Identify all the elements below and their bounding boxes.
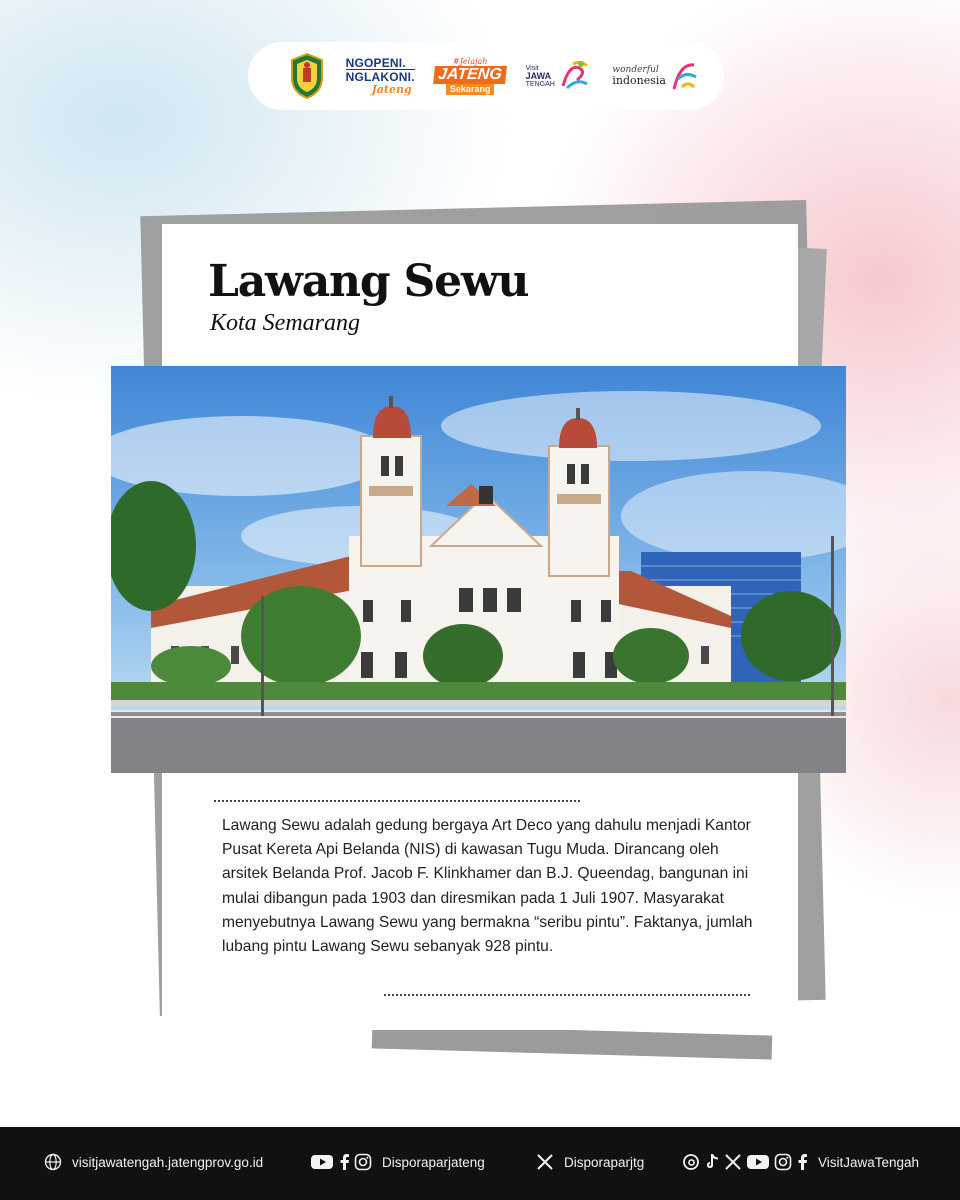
sekarang-tag: Sekarang (446, 84, 495, 95)
tengah-text: TENGAH (525, 80, 555, 88)
instagram-icon[interactable] (354, 1153, 372, 1171)
instagram-icon[interactable] (774, 1153, 792, 1171)
garuda-swirl-icon (670, 59, 698, 93)
x-twitter-icon[interactable] (536, 1153, 554, 1171)
jelajah-jateng-logo (434, 58, 506, 95)
website-link[interactable] (44, 1151, 263, 1173)
indonesia-text: indonesia (612, 74, 666, 87)
social-handle-group-3[interactable] (682, 1151, 919, 1173)
location-subtitle: Kota Semarang (210, 310, 360, 336)
ngopeni-text: NGOPENI. (345, 56, 406, 70)
facebook-icon[interactable] (796, 1153, 808, 1171)
visit-jawa-tengah-logo (526, 58, 593, 94)
ngopeni-nglakoni-logo (346, 57, 415, 95)
crest-icon (288, 52, 326, 100)
handle-visitjawatengah: VisitJawaTengah (818, 1154, 920, 1170)
tiktok-icon[interactable] (704, 1153, 720, 1171)
lawang-sewu-photo (111, 366, 846, 773)
wonderful-indonesia-logo (612, 59, 698, 93)
central-java-crest-logo (288, 52, 326, 100)
youtube-icon[interactable] (746, 1153, 770, 1171)
social-handle-group-2[interactable] (536, 1151, 644, 1173)
handle-disporaparjateng: Disporaparjateng (382, 1154, 485, 1170)
jateng-script-text: Jateng (371, 83, 412, 96)
website-url: visitjawatengah.jatengprov.go.id (72, 1154, 264, 1170)
building-illustration (111, 366, 846, 773)
youtube-icon[interactable] (310, 1153, 334, 1171)
jelajah-hashtag: #Jelajah (453, 56, 488, 66)
page-title: Lawang Sewu (208, 256, 529, 307)
x-twitter-icon[interactable] (724, 1153, 742, 1171)
dotted-divider-top (214, 800, 580, 802)
jawa-text: JAWA (525, 70, 552, 81)
handle-disporaparjtg: Disporaparjtg (564, 1154, 645, 1170)
social-handle-group-1[interactable] (310, 1151, 485, 1173)
visit-text: Visit (525, 64, 539, 72)
footer-bar (0, 1127, 960, 1200)
threads-icon[interactable] (682, 1153, 700, 1171)
description-text: Lawang Sewu adalah gedung bergaya Art Deco yang dahulu menjadi Kantor Pusat Kereta Api Belanda (NIS) di kawasan Tugu Muda. Dirancang oleh arsitek Belanda Prof. Jacob F. Klinkhamer dan B.J. Queendag, bangunan ini mulai dibangun pada 1903 dan diresmikan pada 1 Juli 1907. Masyarakat menyebutnya Lawang Sewu yang bermakna “seribu pintu”. Faktanya, jumlah lubang pintu Lawang Sewu sebanyak 928 pintu. (222, 817, 753, 956)
dancer-swirl-icon (557, 58, 593, 94)
nglakoni-text: NGLAKONI. (345, 70, 415, 84)
globe-icon (44, 1153, 62, 1171)
facebook-icon[interactable] (338, 1153, 350, 1171)
dotted-divider-bottom (384, 994, 750, 996)
partner-logo-bar (248, 42, 724, 110)
jateng-wordmark: JATENG (433, 66, 507, 84)
wonderful-text: wonderful (612, 65, 659, 75)
